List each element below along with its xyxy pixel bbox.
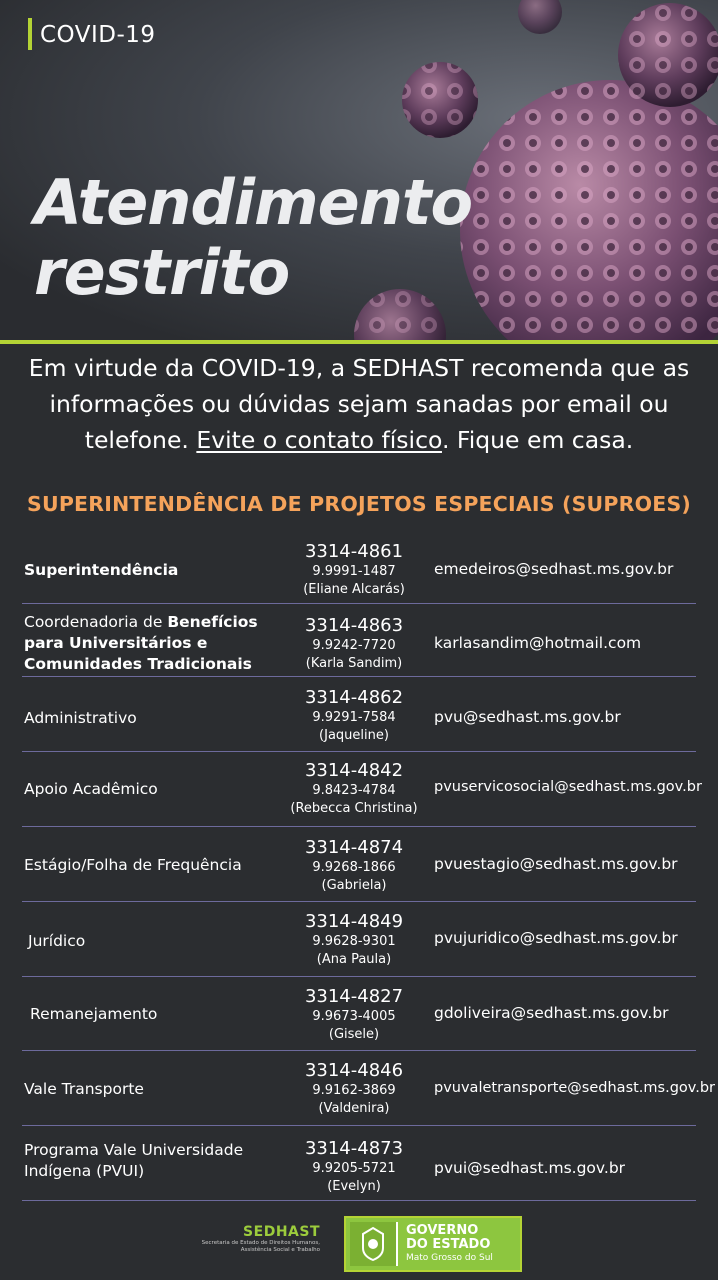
contact-email[interactable]: pvui@sedhast.ms.gov.br — [434, 1159, 626, 1177]
contact-name: Vale Transporte — [24, 1080, 144, 1098]
contact-email[interactable]: gdoliveira@sedhast.ms.gov.br — [434, 1004, 669, 1022]
contact-person: (Karla Sandim) — [305, 656, 403, 671]
page-title — [34, 168, 554, 308]
accent-divider — [0, 340, 718, 344]
contact-email[interactable]: pvuservicosocial@sedhast.ms.gov.br — [434, 779, 702, 795]
government-logo — [344, 1216, 522, 1272]
contact-email[interactable]: karlasandim@hotmail.com — [434, 634, 642, 652]
title-line-1: Atendimento — [34, 166, 473, 239]
state-seal-icon — [350, 1222, 398, 1266]
contact-phones — [284, 687, 424, 745]
footer — [0, 1210, 718, 1280]
sedhast-name: SEDHAST — [243, 1224, 320, 1240]
contact-phones — [284, 911, 424, 969]
contact-cell[interactable]: 9.9205-5721 — [312, 1161, 396, 1176]
contact-phones — [284, 986, 424, 1044]
contact-phone[interactable]: 3314-4827 — [304, 986, 404, 1007]
hero-banner — [0, 0, 718, 340]
contact-email[interactable]: pvuestagio@sedhast.ms.gov.br — [434, 855, 678, 873]
contact-person: (Rebecca Christina) — [290, 801, 418, 816]
contact-name: Programa Vale Universidade Indígena (PVUI) — [24, 1141, 244, 1180]
title-line-2: restrito — [34, 236, 290, 309]
contact-name: Coordenadoria de Benefícios para Universitários e Comunidades Tradicionais — [24, 613, 258, 673]
intro-text — [14, 350, 704, 458]
contact-person: (Jaqueline) — [319, 728, 389, 743]
contact-phones — [284, 760, 424, 818]
sedhast-logo — [196, 1224, 320, 1254]
government-text — [406, 1224, 493, 1264]
contact-name: Jurídico — [28, 932, 86, 950]
contact-phones — [284, 1060, 424, 1118]
contact-row-remanejamento — [22, 977, 696, 1051]
contact-phones — [284, 541, 424, 599]
contact-cell[interactable]: 9.9673-4005 — [312, 1009, 396, 1024]
contact-person: (Evelyn) — [327, 1179, 381, 1194]
contact-phone[interactable]: 3314-4842 — [304, 760, 404, 781]
contact-email[interactable]: pvujuridico@sedhast.ms.gov.br — [434, 929, 678, 947]
contact-cell[interactable]: 9.9991-1487 — [312, 564, 396, 579]
contact-row-pvui — [22, 1126, 696, 1201]
contact-name: Estágio/Folha de Frequência — [24, 856, 242, 874]
covid-tag: COVID-19 — [28, 18, 156, 50]
contact-row-coordenadoria — [22, 604, 696, 677]
contact-phone[interactable]: 3314-4846 — [304, 1060, 404, 1081]
contact-row-estagio — [22, 827, 696, 902]
gov-line-2: DO ESTADO — [406, 1237, 491, 1252]
contact-person: (Gabriela) — [321, 878, 387, 893]
contact-phone[interactable]: 3314-4873 — [304, 1138, 404, 1159]
contact-phone[interactable]: 3314-4849 — [304, 911, 404, 932]
contact-cell[interactable]: 9.8423-4784 — [312, 783, 396, 798]
contact-phone[interactable]: 3314-4861 — [304, 541, 404, 562]
sedhast-subtitle-1: Secretaria de Estado de Direitos Humanos, — [201, 1240, 320, 1246]
contact-person: (Valdenira) — [318, 1101, 390, 1116]
contact-email[interactable]: pvuvaletransporte@sedhast.ms.gov.br — [434, 1080, 716, 1096]
contact-row-administrativo — [22, 677, 696, 752]
contact-row-juridico — [22, 902, 696, 977]
contact-name: Administrativo — [24, 709, 137, 727]
contact-phone[interactable]: 3314-4862 — [304, 687, 404, 708]
contact-cell[interactable]: 9.9268-1866 — [312, 860, 396, 875]
sedhast-subtitle-2: Assistência Social e Trabalho — [240, 1247, 320, 1253]
contact-email[interactable]: emedeiros@sedhast.ms.gov.br — [434, 560, 674, 578]
gov-line-3: Mato Grosso do Sul — [406, 1253, 493, 1263]
contact-person: (Ana Paula) — [316, 952, 392, 967]
contact-phones — [284, 837, 424, 895]
contact-row-vale-transporte — [22, 1051, 716, 1126]
contact-email[interactable]: pvu@sedhast.ms.gov.br — [434, 708, 621, 726]
contact-cell[interactable]: 9.9291-7584 — [312, 710, 396, 725]
intro-text-end: . Fique em casa. — [441, 426, 634, 454]
intro-underlined: Evite o contato físico — [196, 426, 442, 454]
section-title: SUPERINTENDÊNCIA DE PROJETOS ESPECIAIS (SUPROES) — [27, 492, 691, 516]
gov-line-1: GOVERNO — [406, 1223, 479, 1238]
contact-cell[interactable]: 9.9162-3869 — [312, 1083, 396, 1098]
contact-person: (Gisele) — [328, 1027, 380, 1042]
contact-row-apoio-academico — [22, 752, 702, 827]
contact-name: Superintendência — [24, 561, 179, 579]
contact-phone[interactable]: 3314-4874 — [304, 837, 404, 858]
contact-name: Remanejamento — [30, 1005, 158, 1023]
contact-phones — [284, 1138, 424, 1196]
contact-row-superintendencia — [22, 538, 696, 604]
contact-phones — [284, 615, 424, 673]
contact-person: (Eliane Alcarás) — [303, 582, 405, 597]
contact-cell[interactable]: 9.9628-9301 — [312, 934, 396, 949]
contact-table — [22, 538, 716, 1201]
contact-cell[interactable]: 9.9242-7720 — [312, 638, 396, 653]
contact-phone[interactable]: 3314-4863 — [304, 615, 404, 636]
intro-text-start: Em virtude da COVID-19, a SEDHAST recomenda que as informações ou dúvidas sejam sanadas por email ou telefone. — [28, 354, 690, 454]
contact-name: Apoio Acadêmico — [24, 780, 158, 798]
